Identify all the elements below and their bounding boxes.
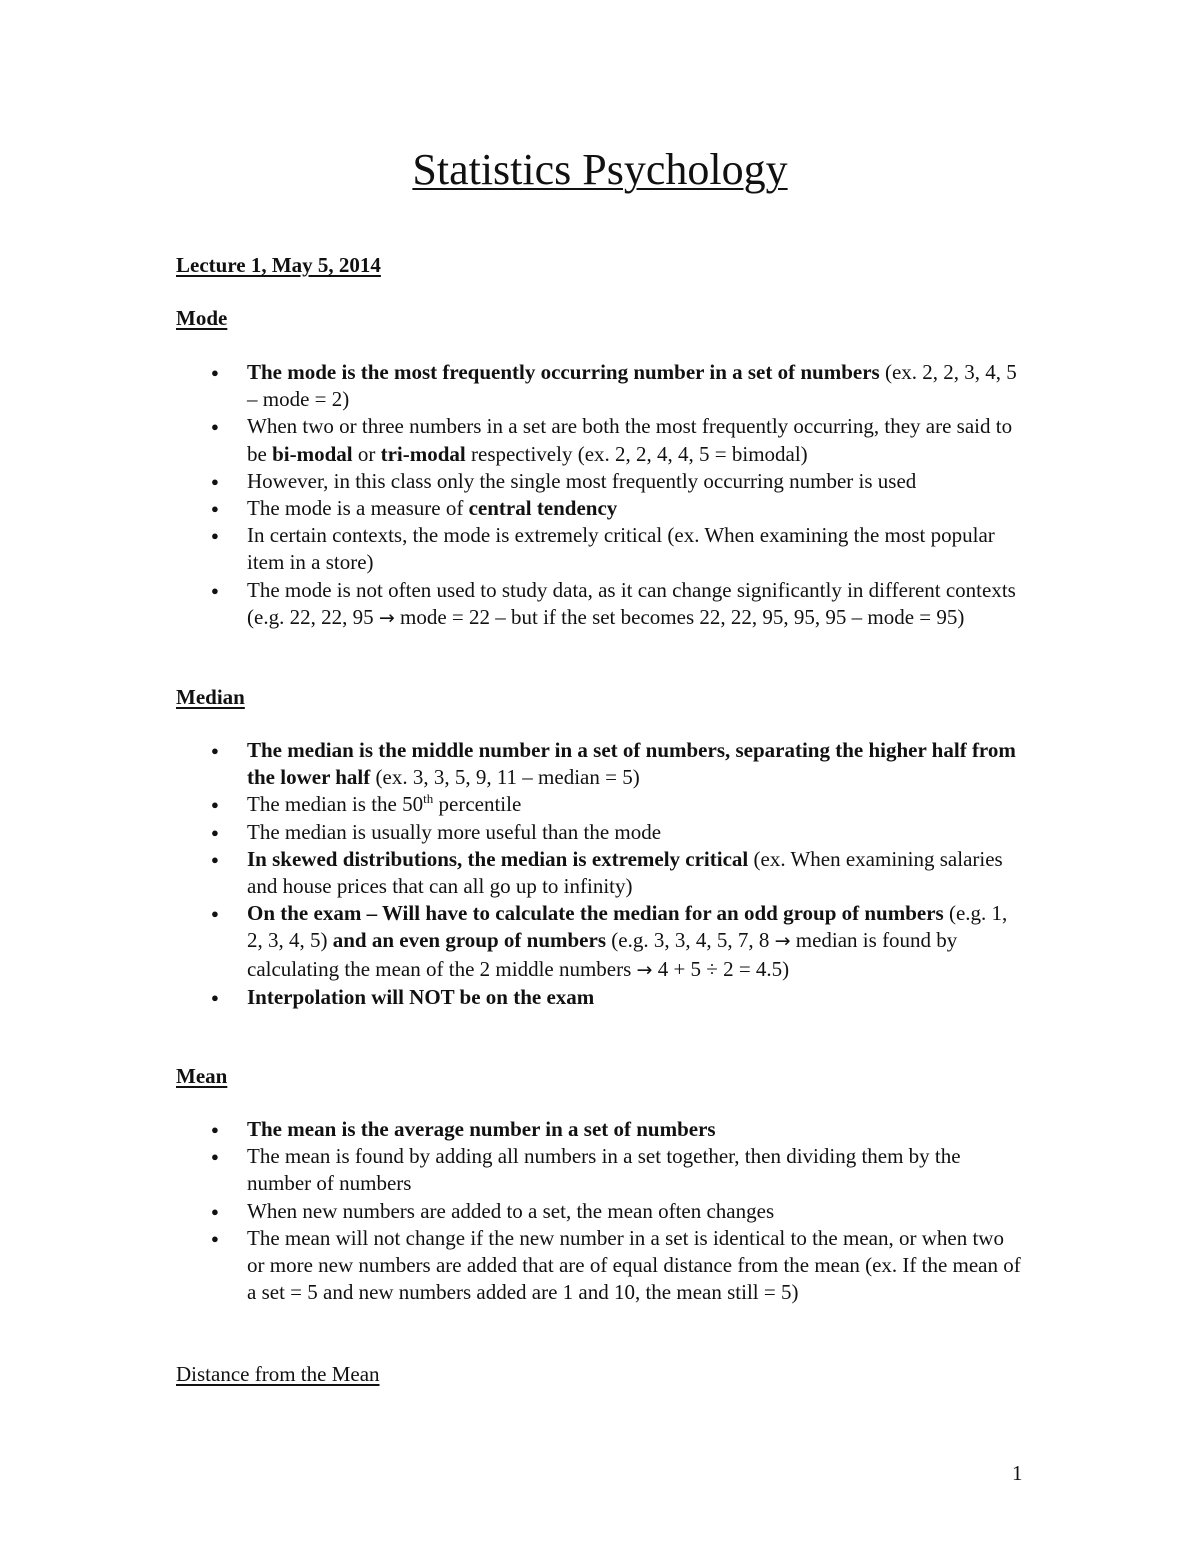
arrow-right-icon: → [774, 930, 791, 953]
mean-bullet-2: ● The mean is found by adding all numbers in a set together, then dividing them by the number of numbers [176, 1143, 1026, 1197]
mean-heading: Mean [176, 1064, 228, 1088]
lecture-heading: Lecture 1, May 5, 2014 [176, 253, 381, 277]
mean-bullet-list [176, 1116, 1026, 1306]
mean-bullet-3: ● When new numbers are added to a set, the mean often changes [176, 1198, 1026, 1225]
median-bullet-3: ● The median is usually more useful than the mode [176, 819, 1026, 846]
page-number: 1 [1012, 1461, 1023, 1485]
median-bullet-5: ● On the exam – Will have to calculate the median for an odd group of numbers (e.g. 1, 2, 3, 4, 5) and an even group of numbers (e.g. 3, 3, 4, 5, 7, 8 → median is found by calculating the mean of the 2 middle numbers → 4 + 5 ÷ 2 = 4.5) [176, 900, 1026, 984]
mode-heading: Mode [176, 306, 228, 330]
median-bullet-list [176, 737, 1026, 1011]
median-bullet-1: ● The median is the middle number in a set of numbers, separating the higher half from the lower half (ex. 3, 3, 5, 9, 11 – median = 5) [176, 737, 1026, 791]
median-bullet-4: ● In skewed distributions, the median is extremely critical (ex. When examining salaries and house prices that can all go up to infinity) [176, 846, 1026, 900]
document-title: Statistics Psychology [412, 145, 788, 194]
mode-bullet-2: ● When two or three numbers in a set are both the most frequently occurring, they are said to be bi-modal or tri-modal respectively (ex. 2, 2, 4, 4, 5 = bimodal) [176, 413, 1026, 467]
mode-bullet-3: ● However, in this class only the single most frequently occurring number is used [176, 468, 1026, 495]
arrow-right-icon: → [636, 958, 653, 981]
median-bullet-2: ● The median is the 50th percentile [176, 791, 1026, 818]
mode-bullet-6: ● The mode is not often used to study data, as it can change significantly in different contexts (e.g. 22, 22, 95 → mode = 22 – but if the set becomes 22, 22, 95, 95, 95 – mode = 95) [176, 577, 1026, 632]
mode-bullet-5: ● In certain contexts, the mode is extremely critical (ex. When examining the most popular item in a store) [176, 522, 1026, 576]
median-bullet-6: ● Interpolation will NOT be on the exam [176, 984, 1026, 1011]
distance-from-mean-heading: Distance from the Mean [176, 1362, 380, 1386]
mode-bullet-list [176, 359, 1026, 632]
mode-bullet-4: ● The mode is a measure of central tendency [176, 495, 1026, 522]
mean-bullet-1: ● The mean is the average number in a set of numbers [176, 1116, 1026, 1143]
mean-bullet-4: ● The mean will not change if the new number in a set is identical to the mean, or when two or more new numbers are added that are of equal distance from the mean (ex. If the mean of a set = 5 and new numbers added are 1 and 10, the mean still = 5) [176, 1225, 1026, 1307]
mode-bullet-1: ● The mode is the most frequently occurring number in a set of numbers (ex. 2, 2, 3, 4, 5 – mode = 2) [176, 359, 1026, 413]
median-heading: Median [176, 685, 245, 709]
arrow-right-icon: → [378, 606, 395, 629]
